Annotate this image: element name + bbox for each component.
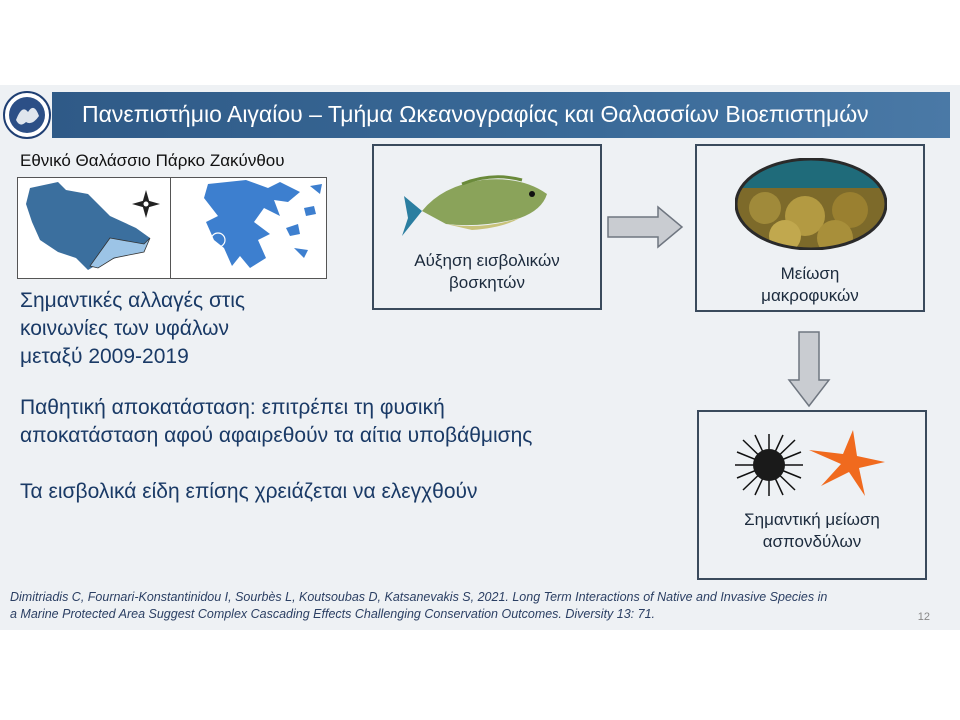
macroalgae-label-line-2: μακροφυκών [761, 286, 859, 305]
restoration-text [20, 394, 532, 450]
invertebrates-label [699, 509, 925, 553]
grazers-box [372, 144, 602, 310]
map-title: Εθνικό Θαλάσσιο Πάρκο Ζακύνθου [20, 151, 285, 170]
starfish-icon [807, 428, 887, 498]
restoration-line-2: αποκατάσταση αφού αφαιρεθούν τα αίτια υποβάθμισης [20, 424, 533, 447]
citation-line-2: a Marine Protected Area Suggest Complex Cascading Effects Challenging Conservation Outcomes. Diversity 13: 71. [10, 607, 655, 621]
citation-line-1: Dimitriadis C, Fournari-Konstantinidou I, Sourbès L, Koutsoubas D, Katsanevakis S, 2021. Long Term Interactions of Native and Invasive Species in [10, 590, 828, 604]
restoration-line-1: Παθητική αποκατάσταση: επιτρέπει τη φυσική [20, 396, 445, 419]
arrow-right-icon [606, 205, 684, 249]
grazers-label [374, 250, 600, 294]
citation [10, 589, 930, 623]
invertebrates-label-line-2: ασπονδύλων [762, 532, 862, 551]
grazers-label-line-2: βοσκητών [449, 273, 525, 292]
map-divider [170, 177, 171, 279]
sea-urchin-icon [731, 432, 807, 498]
arrow-down-icon [787, 330, 831, 408]
header-title: Πανεπιστήμιο Αιγαίου – Τμήμα Ωκεανογραφίας και Θαλασσίων Βιοεπιστημών [82, 101, 869, 127]
changes-line-2: κοινωνίες των υφάλων [20, 317, 230, 340]
macroalgae-box [695, 144, 925, 312]
changes-line-3: μεταξύ 2009-2019 [20, 345, 189, 368]
page-number: 12 [917, 611, 930, 623]
invertebrates-box [697, 410, 927, 580]
changes-text [20, 287, 245, 371]
macroalgae-label-line-1: Μείωση [780, 264, 840, 283]
invasive-text: Τα εισβολικά είδη επίσης χρειάζεται να ελεγχθούν [20, 480, 478, 503]
macroalgae-photo-icon [735, 158, 887, 250]
map-panel [17, 177, 327, 279]
university-logo-icon [2, 90, 52, 140]
changes-line-1: Σημαντικές αλλαγές στις [20, 289, 246, 312]
macroalgae-label [697, 263, 923, 307]
invertebrates-label-line-1: Σημαντική μείωση [744, 510, 880, 529]
rabbitfish-icon [402, 166, 552, 246]
grazers-label-line-1: Αύξηση εισβολικών [414, 251, 560, 270]
compass-icon [132, 190, 160, 218]
header-bar [52, 92, 950, 138]
